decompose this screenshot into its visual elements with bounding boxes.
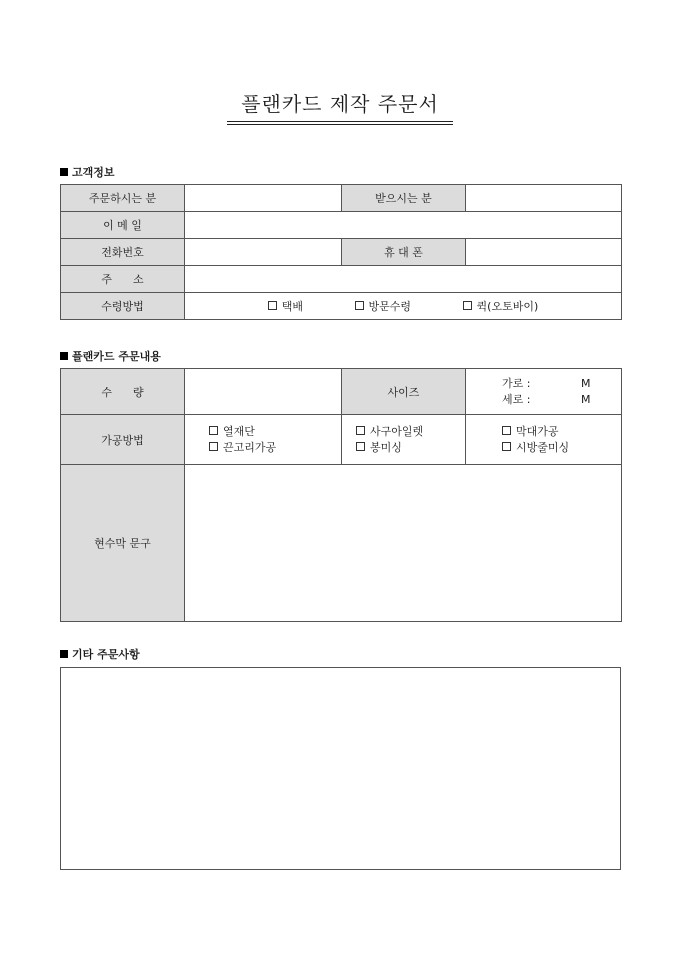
receipt-method-label: 수령방법 [61,293,185,320]
size-width-row [502,376,621,392]
other-requests-field[interactable] [61,668,621,870]
receipt-option-quick[interactable] [463,298,539,314]
receipt-option-delivery[interactable] [268,298,303,314]
email-label: 이 메 일 [61,212,185,239]
table-row [61,415,622,465]
option-label: 택배 [281,300,304,313]
other-requests-table [60,667,621,870]
title-wrap [0,88,680,122]
section-heading-other [60,646,140,662]
checkbox-icon[interactable] [356,426,365,435]
processing-option-rope-sewing[interactable] [502,440,621,456]
checkbox-icon[interactable] [268,301,277,310]
order-content-table [60,368,622,622]
mobile-field[interactable] [466,239,622,266]
processing-option-pole-sewing[interactable] [356,440,465,456]
address-field[interactable] [185,266,622,293]
receipt-option-visit[interactable] [355,298,412,314]
height-unit: M [580,392,591,406]
banner-text-field[interactable] [185,465,622,622]
quantity-field[interactable] [185,369,342,415]
orderer-field[interactable] [185,185,342,212]
size-field[interactable] [466,369,622,415]
processing-option-eyelet[interactable] [356,424,465,440]
option-label: 막대가공 [516,424,559,438]
processing-label: 가공방법 [61,415,185,465]
table-row [61,668,621,870]
option-label: 열재단 [223,424,255,438]
banner-text-label: 현수막 문구 [61,465,185,622]
section-heading-customer [60,164,115,180]
size-label: 사이즈 [342,369,466,415]
option-label: 끈고리가공 [223,440,277,454]
section-heading-text: 고객정보 [72,166,115,179]
table-row [61,465,622,622]
processing-option-heat-cut[interactable] [209,424,341,440]
checkbox-icon[interactable] [502,442,511,451]
size-height-row [502,392,621,408]
phone-label: 전화번호 [61,239,185,266]
email-field[interactable] [185,212,622,239]
processing-col-2 [342,415,466,465]
height-label: 세로 : [502,392,531,406]
mobile-label: 휴 대 폰 [342,239,466,266]
table-row [61,239,622,266]
width-unit: M [580,376,591,390]
square-bullet-icon [60,352,68,360]
page-title: 플랜카드 제작 주문서 [227,88,453,122]
checkbox-icon[interactable] [502,426,511,435]
table-row [61,369,622,415]
receipt-method-options [185,293,622,320]
checkbox-icon[interactable] [463,301,472,310]
option-label: 사구아일렛 [370,424,424,438]
table-row [61,266,622,293]
processing-col-1 [185,415,342,465]
square-bullet-icon [60,168,68,176]
customer-info-table [60,184,622,320]
orderer-label: 주문하시는 분 [61,185,185,212]
section-heading-text: 기타 주문사항 [72,648,140,661]
option-label: 시방줄미싱 [516,440,570,454]
processing-option-pole[interactable] [502,424,621,440]
section-heading-order [60,348,161,364]
phone-field[interactable] [185,239,342,266]
processing-option-string-loop[interactable] [209,440,341,456]
checkbox-icon[interactable] [209,442,218,451]
option-label: 봉미싱 [370,440,402,454]
table-row [61,185,622,212]
option-label: 방문수령 [368,300,412,313]
checkbox-icon[interactable] [355,301,364,310]
square-bullet-icon [60,650,68,658]
table-row [61,212,622,239]
option-label: 퀵(오토바이) [476,300,539,313]
checkbox-icon[interactable] [356,442,365,451]
processing-col-3 [466,415,622,465]
address-label: 주 소 [61,266,185,293]
width-label: 가로 : [502,376,531,390]
table-row [61,293,622,320]
checkbox-icon[interactable] [209,426,218,435]
receiver-label: 받으시는 분 [342,185,466,212]
section-heading-text: 플랜카드 주문내용 [72,350,161,363]
receiver-field[interactable] [466,185,622,212]
quantity-label: 수 량 [61,369,185,415]
